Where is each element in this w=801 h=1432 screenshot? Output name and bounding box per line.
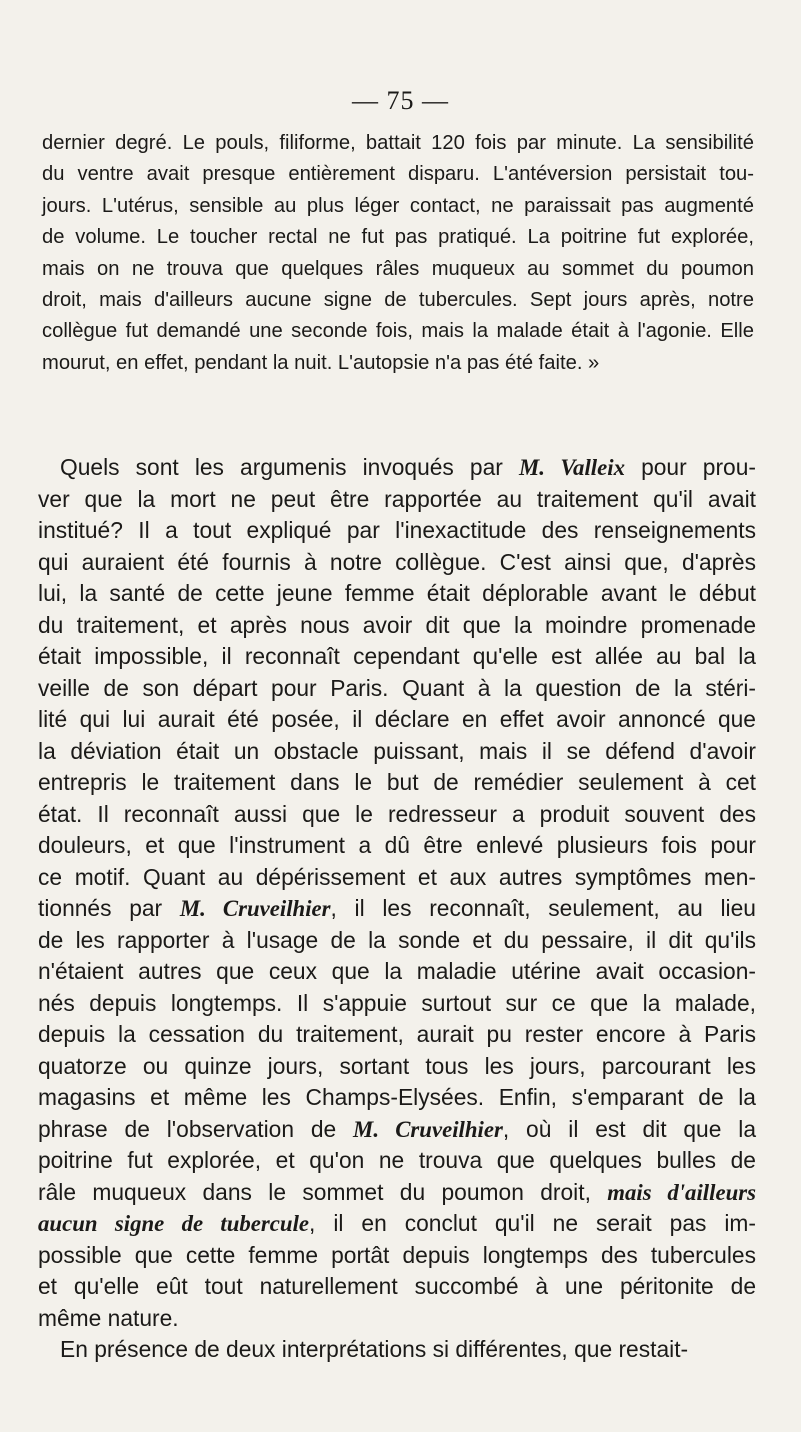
text-line xyxy=(38,1145,756,1177)
text-segment: état. Il reconnaît aussi que le redresseur a produit souvent des xyxy=(38,800,756,827)
text-segment: nés depuis longtemps. Il s'appuie surtout sur ce que la malade, xyxy=(38,989,756,1016)
text-line xyxy=(38,830,756,862)
text-line: de volume. Le toucher rectal ne fut pas pratiqué. La poitrine fut explorée, xyxy=(42,226,754,249)
text-segment: la déviation était un obstacle puissant, mais il se défend d'avoir xyxy=(38,737,756,764)
text-segment: phrase de l'observation de xyxy=(38,1115,354,1142)
text-segment: quatorze ou quinze jours, sortant tous les jours, parcourant les xyxy=(38,1052,756,1079)
text-segment: magasins et même les Champs-Elysées. Enfin, s'emparant de la xyxy=(38,1084,756,1110)
text-line xyxy=(38,767,756,799)
text-segment: possible que cette femme portât depuis longtemps des tubercules xyxy=(38,1241,756,1268)
italic-text: aucun signe de tubercule xyxy=(38,1211,310,1236)
text-line xyxy=(38,673,756,705)
text-line xyxy=(38,988,756,1020)
text-segment: même nature. xyxy=(38,1304,179,1331)
text-line xyxy=(38,956,756,988)
italic-text: M. Valleix xyxy=(518,455,625,480)
text-line xyxy=(38,610,756,642)
text-line: mourut, en effet, pendant la nuit. L'autopsie n'a pas été faite. » xyxy=(42,351,600,374)
text-line xyxy=(38,1271,756,1303)
text-line: dernier degré. Le pouls, filiforme, battait 120 fois par minute. La sensibilité xyxy=(42,132,754,154)
text-line xyxy=(38,1334,756,1366)
text-segment: En présence de deux interprétations si différentes, que restait- xyxy=(60,1336,689,1362)
text-line xyxy=(38,1051,756,1083)
paragraph-case-report-end xyxy=(42,128,754,379)
text-segment: institué? Il a tout expliqué par l'inexactitude des renseignements xyxy=(38,517,756,543)
text-line xyxy=(38,736,756,768)
text-line xyxy=(38,862,756,894)
text-line: jours. L'utérus, sensible au plus léger contact, ne paraissait pas augmenté xyxy=(42,194,754,217)
text-segment: depuis la cessation du traitement, aurait pu rester encore à Paris xyxy=(38,1021,756,1047)
italic-text: mais d'ailleurs xyxy=(607,1179,756,1205)
text-segment: pour prou- xyxy=(624,454,757,480)
text-line xyxy=(38,547,756,579)
text-segment: râle muqueux dans le sommet du poumon droit, xyxy=(38,1178,608,1205)
text-line xyxy=(38,1208,756,1240)
text-line: mais on ne trouva que quelques râles muqueux au sommet du poumon xyxy=(42,257,754,280)
text-segment: entrepris le traitement dans le but de remédier seulement à cet xyxy=(38,769,756,795)
text-segment: veille de son départ pour Paris. Quant à la question de la stéri- xyxy=(38,674,756,701)
text-line: du ventre avait presque entièrement disparu. L'antéversion persistait tou- xyxy=(42,163,754,186)
text-line xyxy=(38,1240,756,1272)
text-segment: de les rapporter à l'usage de la sonde et du pessaire, il dit qu'ils xyxy=(38,926,756,953)
text-line xyxy=(38,578,756,610)
text-line xyxy=(38,484,756,516)
text-segment: , il en conclut qu'il ne serait pas im- xyxy=(309,1210,756,1236)
text-line xyxy=(38,1114,756,1146)
text-line xyxy=(38,704,756,736)
text-line xyxy=(38,893,756,925)
text-segment: ce motif. Quant au dépérissement et aux autres symptômes men- xyxy=(38,863,756,890)
text-line xyxy=(38,925,756,957)
text-segment: était impossible, il reconnaît cependant qu'elle est allée au bal la xyxy=(38,643,756,669)
paragraph-discussion xyxy=(38,452,756,1366)
text-line xyxy=(38,452,756,484)
text-segment: et qu'elle eût tout naturellement succombé à une péritonite de xyxy=(38,1273,756,1299)
text-line xyxy=(38,1019,756,1051)
italic-text: M. Cruveilhier xyxy=(179,896,331,921)
text-segment: lui, la santé de cette jeune femme était déplorable avant le début xyxy=(38,580,756,606)
text-line: collègue fut demandé une seconde fois, mais la malade était à l'agonie. Elle xyxy=(42,320,754,343)
text-line xyxy=(38,641,756,673)
text-segment: ver que la mort ne peut être rapportée au traitement qu'il avait xyxy=(38,485,756,512)
text-line xyxy=(38,799,756,831)
text-line: droit, mais d'ailleurs aucune signe de tubercules. Sept jours après, notre xyxy=(42,289,754,312)
text-line xyxy=(38,515,756,547)
page-number: — 75 — xyxy=(352,86,449,115)
text-segment: , où il est dit que la xyxy=(502,1115,756,1142)
text-segment: n'étaient autres que ceux que la maladie utérine avait occasion- xyxy=(38,958,756,984)
text-line xyxy=(38,1177,756,1209)
text-segment: Quels sont les argumenis invoqués par xyxy=(60,454,519,480)
text-line xyxy=(38,1303,756,1335)
text-segment: , il les reconnaît, seulement, au lieu xyxy=(330,895,756,921)
text-segment: qui auraient été fournis à notre collègue. C'est ainsi que, d'après xyxy=(38,548,756,575)
text-segment: lité qui lui aurait été posée, il déclare en effet avoir annoncé que xyxy=(38,706,756,732)
text-line xyxy=(38,1082,756,1114)
text-segment: poitrine fut explorée, et qu'on ne trouva que quelques bulles de xyxy=(38,1147,756,1173)
text-segment: douleurs, et que l'instrument a dû être enlevé plusieurs fois pour xyxy=(38,832,756,858)
italic-text: M. Cruveilhier xyxy=(353,1116,503,1142)
text-segment: tionnés par xyxy=(38,895,180,921)
text-segment: du traitement, et après nous avoir dit que la moindre promenade xyxy=(38,611,756,638)
